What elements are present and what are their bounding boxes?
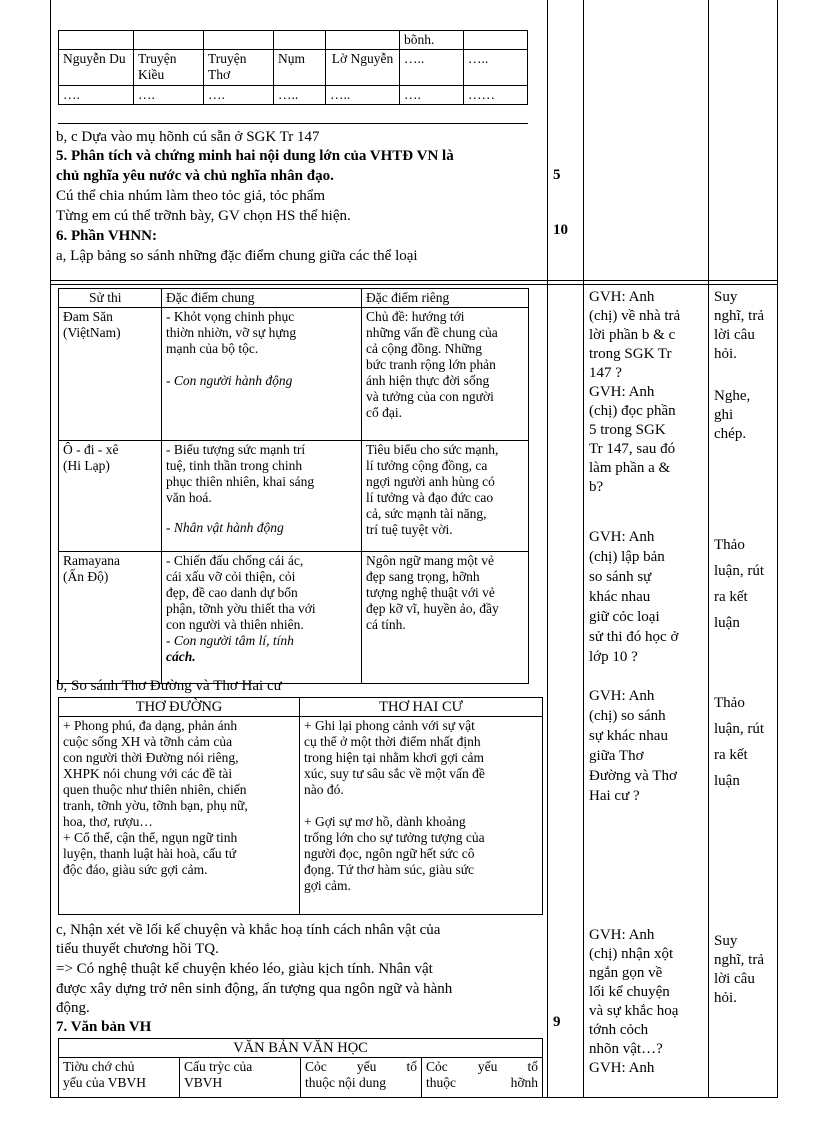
poetry-comparison-table [58,697,543,915]
epic-special: Chủ đề: hướng tới những vấn đề chung của cả cộng đồng. Những bức tranh rộng lớn phản ánh hiện thực đời sống và tưởng của con người cổ đại. [362,308,529,441]
epic-common: - Biểu tượng sức mạnh trí tuệ, tinh thần trong chinh phục thiên nhiên, khai sáng văn hoá. - Nhân vật hành động [162,441,362,552]
cell-dots: ….. [464,50,528,86]
present-instruction: Từng em cú thể trỡnh bày, GV chọn HS thể hiện. [56,208,351,224]
epic-special: Tiêu biểu cho sức mạnh, lí tưởng cộng đồng, ca ngợi người anh hùng có lí tưởng và đạo đức cao cả, sức mạnh tài năng, trí tuệ tuyệt vời. [362,441,529,552]
epic-special: Ngôn ngữ mang một vẻ đẹp sang trọng, hỡnh tượng nghệ thuật với vẻ đẹp kỡ vĩ, huyền ảo, đầy cá tính. [362,552,529,684]
authors-table [58,30,528,105]
header-tho-duong: THƠ ĐƯỜNG [59,698,300,717]
cell-dots: …… [464,86,528,105]
section-7-heading: 7. Văn bản VH [56,1019,152,1035]
literary-text-table [58,1038,543,1098]
compare-poetry-instruction: b, So sánh Thơ Đường và Thơ Hai cư [56,678,282,694]
teacher-activity-2: GVH: Anh (chị) lập bản so sánh sự khác nhau giữ cỏc loại sử thi đó học ở lớp 10 ? [589,529,679,665]
vb-header-structure: Cấu trỳc của VBVH [180,1058,301,1098]
epic-name: Đam Săn (ViệtNam) [59,308,162,441]
cell-dots: ….. [400,50,464,86]
cell-author: Nguyễn Du [59,50,134,86]
header-special: Đặc điểm riêng [362,289,529,308]
cell-dots: …. [134,86,204,105]
epic-common: - Khỏt vọng chinh phục thiờn nhiờn, vỡ sự hựng mạnh của bộ tộc. - Con người hành động [162,308,362,441]
student-activity-3: Thảo luận, rút ra kết luận [714,537,764,631]
section-6-heading: 6. Phần VHNN: [56,228,157,244]
cell-dots: …. [204,86,274,105]
epic-common: - Chiến đấu chống cái ác, cái xấu vỡ cỏi thiện, cỏi đẹp, đề cao danh dự bổn phận, tỡnh yờu thiết tha với con người và thiên nhiên. - Con người tâm lí, tính cách. [162,552,362,684]
cell-dots: ….. [274,86,326,105]
time-minutes-9: 9 [553,1014,561,1030]
time-minutes-5: 5 [553,167,561,183]
novel-conclusion-line1: => Có nghệ thuật kể chuyện khéo léo, giàu kịch tính. Nhân vật [56,961,433,977]
student-activity-4: Thảo luận, rút ra kết luận [714,695,764,789]
novel-remark-line2: tiểu thuyết chương hồi TQ. [56,941,219,957]
novel-remark-line1: c, Nhận xét về lối kể chuyện và khắc hoạ tính cách nhân vật của [56,922,441,938]
epic-name: Ô - đi - xê (Hi Lạp) [59,441,162,552]
cell-dots: …. [59,86,134,105]
cell-dots: …. [400,86,464,105]
vb-header-criteria: Tiờu chớ chủ yếu của VBVH [59,1058,180,1098]
student-activity-1: Suy nghĩ, trả lời câu hỏi. [714,289,764,362]
header-epic: Sử thi [59,289,162,308]
b-c-instruction: b, c Dựa vào mụ hõnh cú sẵn ở SGK Tr 147 [56,129,320,145]
novel-conclusion-line2: được xây dựng trở nên sinh động, ấn tượng qua ngôn ngữ và hành [56,981,453,997]
group-instruction: Cú thể chia nhúm làm theo tỏc giả, tỏc phẩm [56,188,326,204]
vb-header-content: Cỏc yếu tố thuộc nội dung [301,1058,422,1098]
header-tho-hai-cu: THƠ HAI CƯ [300,698,543,717]
epic-comparison-table [58,288,529,684]
cell-genre: Truyện Thơ [204,50,274,86]
section-5-heading-line2: chủ nghĩa yêu nước và chủ nghĩa nhân đạo. [56,168,334,184]
teacher-activity-3: GVH: Anh (chị) so sánh sự khác nhau giữa Thơ Đường và Thơ Hai cư ? [589,688,677,804]
cell-binh: bõnh. [400,31,464,50]
teacher-activity-4: GVH: Anh (chị) nhận xột ngắn gọn về lối kể chuyện và sự khắc hoạ tớnh cỏch nhõn vật…? GVH: Anh [589,927,679,1076]
tho-duong-content: + Phong phú, đa dạng, phản ánh cuộc sống XH và tỡnh cảm của con người thời Đường nói riêng, XHPK nói chung với các đề tài quen thuộc như thiên nhiên, chiến tranh, tỡnh yờu, tỡnh bạn, phụ nữ, hoa, thơ, rượu… + Cổ thể, cận thể, ngụn ngữ tinh luyện, thanh luật hài hoà, cấu tứ độc đáo, giàu sức gợi cảm. [59,717,300,915]
cell-dynasty: Lờ Nguyễn [326,50,400,86]
vb-header-form: Cỏc yếu tố thuộc hỡnh [422,1058,543,1098]
literary-text-title: VĂN BẢN VĂN HỌC [59,1039,543,1058]
cell-script: Nụm [274,50,326,86]
cell-work: Truyện Kiều [134,50,204,86]
header-common: Đặc điểm chung [162,289,362,308]
compare-genres-instruction: a, Lập bảng so sánh những đặc điểm chung giữa các thể loại [56,248,418,264]
tho-hai-cu-content: + Ghi lại phong cảnh với sự vật cụ thể ở một thời điểm nhất định trong hiện tại nhằm khơi gợi cảm xúc, suy tư sâu sắc về một vấn đề nào đó. + Gợi sự mơ hồ, dành khoảng trống lớn cho sự tưởng tượng của người đọc, ngôn ngữ hết sức cô đọng. Tứ thơ hàm súc, giàu sức gợi cảm. [300,717,543,915]
time-minutes-10: 10 [553,222,568,238]
novel-conclusion-line3: động. [56,1000,90,1016]
student-activity-5: Suy nghĩ, trả lời câu hỏi. [714,933,764,1006]
section-5-heading-line1: 5. Phân tích và chứng minh hai nội dung lớn của VHTĐ VN là [56,148,454,164]
student-activity-2: Nghe, ghi chép. [714,388,751,442]
epic-name: Ramayana (Ấn Độ) [59,552,162,684]
cell-dots: ….. [326,86,400,105]
teacher-activity-1: GVH: Anh (chị) về nhà trả lời phần b & c trong SGK Tr 147 ? GVH: Anh (chị) đọc phần 5 trong SGK Tr 147, sau đó làm phần a & b? [589,289,681,495]
